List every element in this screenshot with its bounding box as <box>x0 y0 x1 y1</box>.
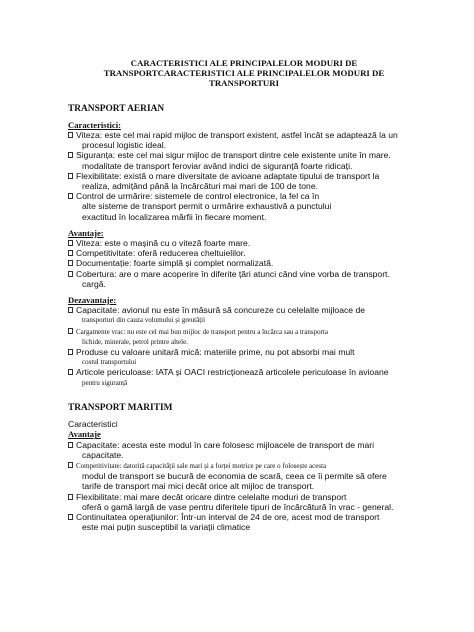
list-item-continuation: costul transportului <box>82 358 137 367</box>
list-item: Siguranța: este cel mai sigur mijloc de transport dintre cele existente unite în mare. <box>68 150 420 160</box>
list-item-continuation: cargă. <box>82 278 106 289</box>
bullet-box-icon <box>68 152 73 158</box>
list-item-continuation: transporturi din cauza volumului și greutății <box>82 316 206 325</box>
bullet-box-icon <box>68 271 73 277</box>
bullet-box-icon <box>68 240 73 246</box>
list-item: Control de urmărire: sistemele de control electronice, la fel ca în <box>68 191 420 201</box>
list-item: Flexibilitate: mai mare decât oricare dintre celelalte moduri de transport <box>68 492 420 502</box>
subheading-avantaje: Avantaje <box>68 429 101 440</box>
list-item-continuation: exactitud în localizarea mărfii în fiecare moment. <box>82 211 267 222</box>
list-item: Cobertura: are o mare acoperire în diferite țări atunci când vine vorba de transport. <box>68 269 420 279</box>
bullet-box-icon <box>68 328 73 334</box>
list-item-continuation: alte sisteme de transport permit o urmărire exhaustivă a punctului <box>82 201 332 212</box>
list-item: Documentație: foarte simplă și complet normalizată. <box>68 258 420 268</box>
list-item: Articole periculoase: IATA și OACI restricționează articolele periculoase în avioane <box>68 367 420 377</box>
list-item-continuation: modalitate de transport feroviar având indici de siguranță foarte ridicați. <box>82 160 353 171</box>
bullet-box-icon <box>68 250 73 256</box>
list-item: Continuitatea operațiunilor: Într-un interval de 24 de ore, acest mod de transport <box>68 512 420 522</box>
bullet-box-icon <box>68 369 73 375</box>
list-item-continuation: este mai puțin susceptibil la variații climatice <box>82 522 251 533</box>
section-heading-maritim: TRANSPORT MARITIM <box>68 402 173 413</box>
list-item: Produse cu valoare unitară mică: materiile prime, nu pot absorbi mai mult <box>68 347 420 357</box>
document-title: CARACTERISTICI ALE PRINCIPALELOR MODURI DE TRANSPORTCARACTERISTICI ALE PRINCIPALELOR MODURI DE TRANSPORTURI <box>103 58 385 89</box>
bullet-box-icon <box>68 462 73 468</box>
list-item: Flexibilitate: există o mare diversitate de avioane adaptate tipului de transport la <box>68 171 420 181</box>
list-item: Capacitate: acesta este modul în care folosesc mijloacele de transport de mari <box>68 440 420 450</box>
list-item: Viteza: este cel mai rapid mijloc de transport existent, astfel încât se adaptează la un <box>68 130 420 140</box>
bullet-box-icon <box>68 173 73 179</box>
list-item: Cargamente vrac: nu este cel mai bun mijloc de transport pentru a încărca sau a transporta <box>68 326 420 337</box>
list-item-continuation: oferă o gamă largă de vase pentru diferitele tipuri de încărcătură în vrac - general. <box>82 501 394 512</box>
list-item-continuation: tarife de transport mai mici decât orice alt mijloc de transport. <box>82 481 315 492</box>
bullet-box-icon <box>68 193 73 199</box>
list-item-continuation: procesul logistic ideal. <box>82 140 167 151</box>
list-item: Competitivitate: oferă reducerea cheltuielilor. <box>68 248 420 258</box>
list-item-continuation: realiza, admițând până la încărcături mai mari de 100 de tone. <box>82 181 318 192</box>
list-item-continuation: modul de transport se bucură de economia de scară, ceea ce îi permite să ofere <box>82 471 387 482</box>
subheading-dezavantaje: Dezavantaje: <box>68 295 117 306</box>
bullet-box-icon <box>68 260 73 266</box>
list-item: Viteza: este o mașină cu o viteză foarte mare. <box>68 238 420 248</box>
subheading-avantaje: Avantaje: <box>68 227 104 238</box>
list-item-continuation: pentru siguranță <box>82 378 128 387</box>
bullet-box-icon <box>68 349 73 355</box>
bullet-box-icon <box>68 494 73 500</box>
list-item: Competitivitate: datorită capacității sale mari și a forței motrice pe care o folosește acesta <box>68 460 420 471</box>
bullet-box-icon <box>68 442 73 448</box>
bullet-box-icon <box>68 514 73 520</box>
list-item-continuation: lichide, minerale, petrol printre altele. <box>82 337 188 346</box>
list-item-continuation: capacitate. <box>82 449 124 460</box>
section-heading-aerian: TRANSPORT AERIAN <box>68 103 165 114</box>
subheading-caracteristici: Caracteristici <box>68 419 118 430</box>
bullet-box-icon <box>68 132 73 138</box>
list-item: Capacitate: avionul nu este în măsură să concureze cu celelalte mijloace de <box>68 305 420 315</box>
subheading-caracteristici: Caracteristici: <box>68 119 121 130</box>
bullet-box-icon <box>68 307 73 313</box>
